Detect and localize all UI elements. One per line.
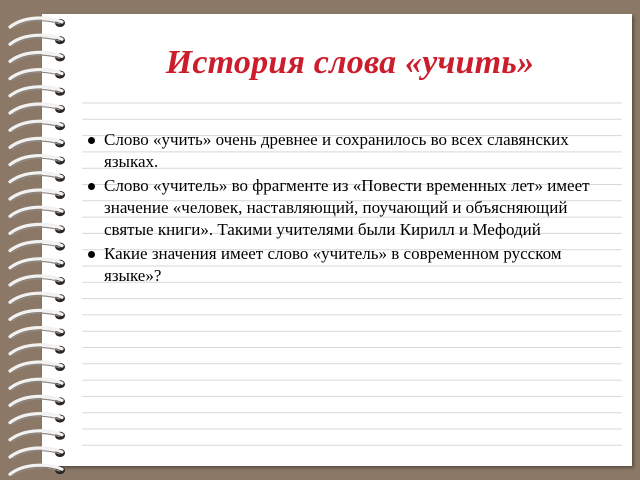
bullet-list: [87, 129, 607, 289]
binding-ring: [10, 414, 65, 425]
binding-ring: [10, 396, 65, 407]
binding-ring: [10, 448, 65, 459]
bullet-text: Слово «учить» очень древнее и сохранилось во всех славянских языках.: [104, 130, 569, 171]
binding-ring: [10, 207, 65, 218]
binding-ring: [10, 328, 65, 339]
binding-ring: [10, 379, 65, 390]
bullet-item: [87, 175, 607, 241]
binding-ring: [10, 121, 65, 132]
bullet-text: Слово «учитель» во фрагменте из «Повести временных лет» имеет значение «человек, наставляющий, поучающий и объясняющий святые книги». Такими учителями были Кирилл и Мефодий: [104, 176, 590, 239]
binding-ring: [10, 35, 65, 46]
binding-ring: [10, 242, 65, 253]
binding-ring: [10, 173, 65, 184]
bullet-item: [87, 129, 607, 173]
spiral-binding-icon: [0, 0, 80, 480]
binding-ring: [10, 70, 65, 81]
binding-ring: [10, 345, 65, 356]
bullet-item: [87, 243, 607, 287]
binding-ring: [10, 104, 65, 115]
binding-ring: [10, 224, 65, 235]
binding-ring: [10, 18, 65, 29]
bullet-dot-icon: [88, 137, 95, 144]
binding-ring: [10, 276, 65, 287]
binding-ring: [10, 310, 65, 321]
binding-ring: [10, 156, 65, 167]
binding-ring: [10, 87, 65, 98]
slide-title: История слова «учить»: [165, 44, 535, 81]
bullet-dot-icon: [88, 251, 95, 258]
binding-ring: [10, 259, 65, 270]
bullet-dot-icon: [88, 183, 95, 190]
binding-ring: [10, 138, 65, 149]
binding-ring: [10, 362, 65, 373]
binding-ring: [10, 190, 65, 201]
binding-ring: [10, 431, 65, 442]
binding-ring: [10, 52, 65, 63]
bullet-text: Какие значения имеет слово «учитель» в современном русском языке»?: [104, 244, 562, 285]
binding-ring: [10, 465, 65, 476]
binding-ring: [10, 293, 65, 304]
